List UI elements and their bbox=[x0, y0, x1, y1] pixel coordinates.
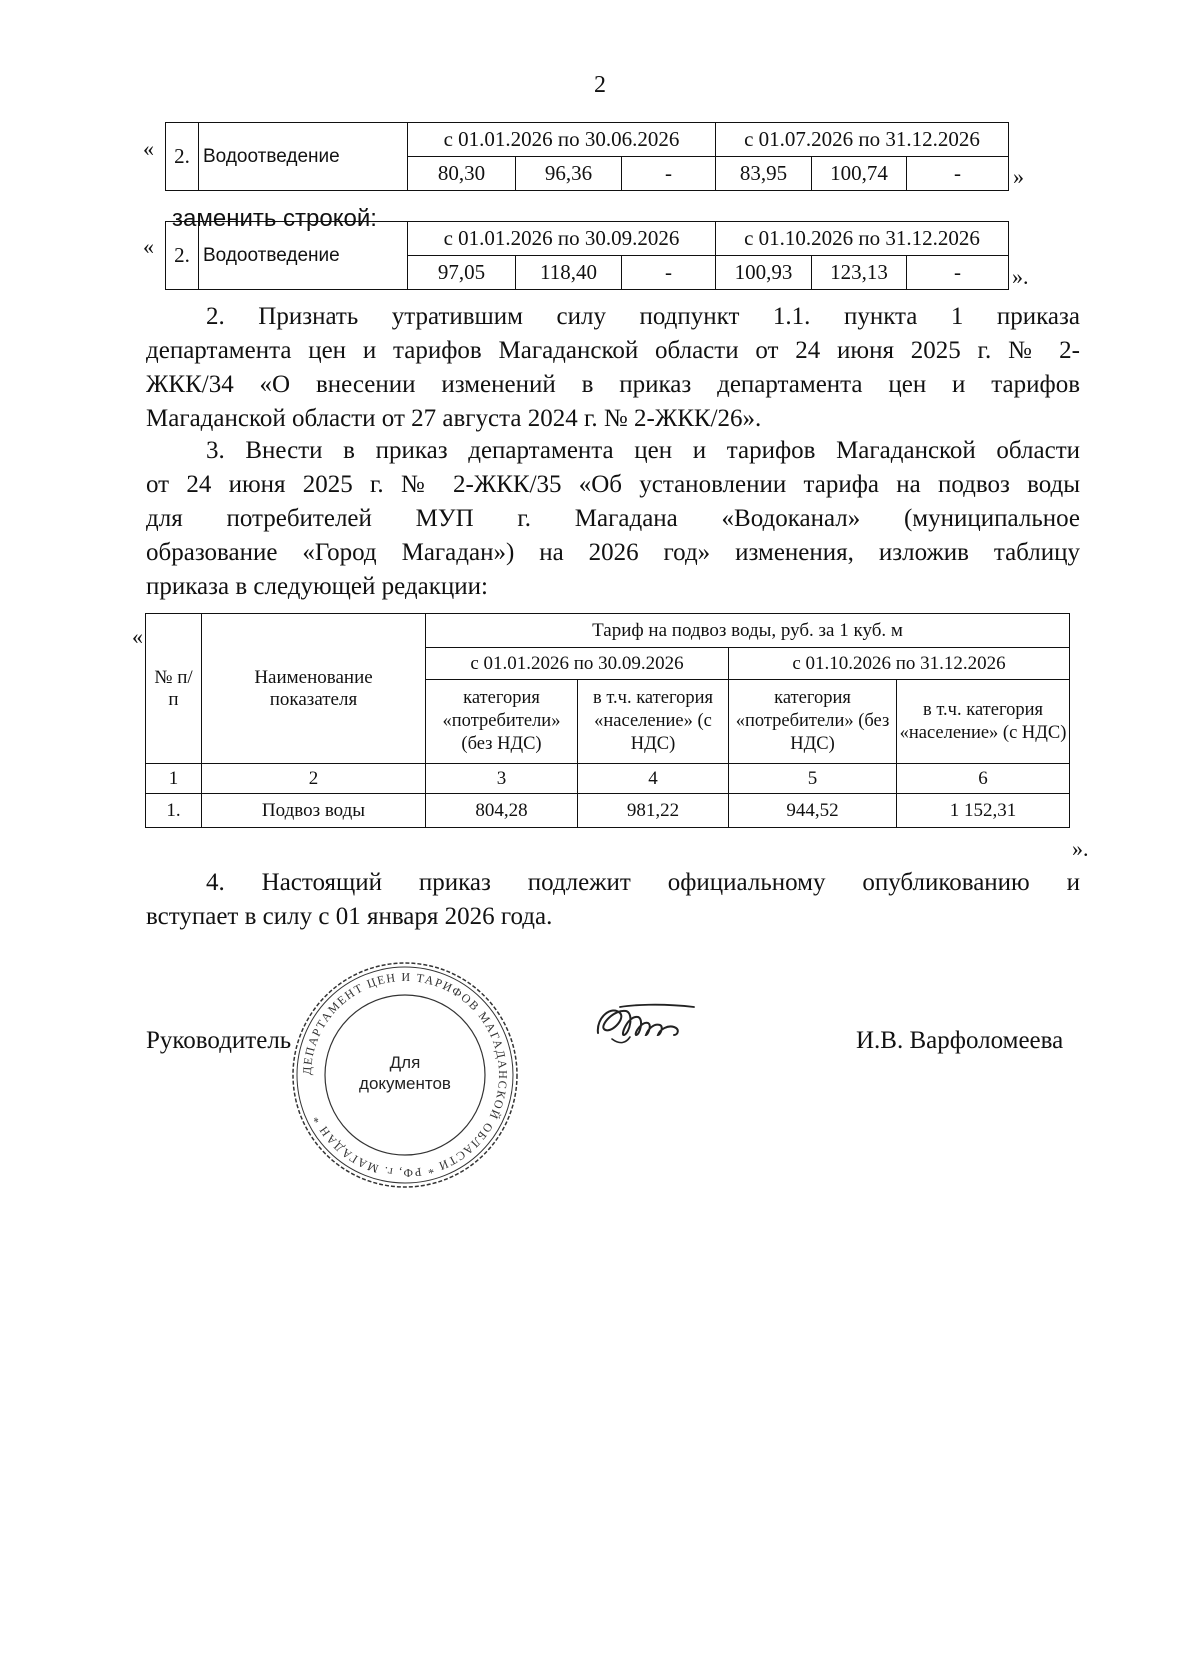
stamp-line: документов bbox=[359, 1074, 451, 1093]
value-cell: 100,74 bbox=[812, 157, 907, 191]
value-cell: 118,40 bbox=[516, 256, 622, 290]
header-num bbox=[146, 614, 202, 764]
paragraph-line: для потребителей МУП г. Магадана «Водоканал» (муниципальное bbox=[146, 505, 1080, 532]
handwritten-signature bbox=[590, 995, 700, 1055]
paragraph-2 bbox=[146, 300, 1080, 436]
value-cell: - bbox=[907, 256, 1009, 290]
old-row-table bbox=[165, 122, 1009, 191]
open-quote: « bbox=[132, 624, 143, 649]
new-row-table bbox=[165, 221, 1009, 290]
tariff-table bbox=[145, 613, 1070, 828]
paragraph-line: 2. Признать утратившим силу подпункт 1.1. пункта 1 приказа bbox=[206, 303, 1080, 330]
index-cell: 5 bbox=[729, 764, 897, 794]
index-cell: 1 bbox=[146, 764, 202, 794]
paragraph-line: департамента цен и тарифов Магаданской области от 24 июня 2025 г. № 2- bbox=[146, 337, 1080, 364]
period-2: с 01.10.2026 по 31.12.2026 bbox=[729, 648, 1070, 680]
value-cell: 100,93 bbox=[716, 256, 812, 290]
stamp-center-text bbox=[290, 1052, 520, 1094]
paragraph-line: приказа в следующей редакции: bbox=[146, 573, 488, 600]
value-cell: 96,36 bbox=[516, 157, 622, 191]
data-cell: 1. bbox=[146, 794, 202, 828]
index-cell: 2 bbox=[202, 764, 426, 794]
index-cell: 6 bbox=[897, 764, 1070, 794]
row-number: 2. bbox=[166, 123, 199, 191]
value-cell: - bbox=[622, 256, 716, 290]
data-cell: 1 152,31 bbox=[897, 794, 1070, 828]
row-name: Водоотведение bbox=[199, 123, 408, 191]
period-1: с 01.01.2026 по 30.09.2026 bbox=[426, 648, 729, 680]
value-cell: 123,13 bbox=[812, 256, 907, 290]
official-stamp bbox=[290, 960, 520, 1190]
paragraph-line: вступает в силу с 01 января 2026 года. bbox=[146, 903, 553, 930]
value-cell: - bbox=[622, 157, 716, 191]
header-name-text: Наименование показателя bbox=[254, 666, 373, 710]
data-cell: Подвоз воды bbox=[202, 794, 426, 828]
data-cell: 944,52 bbox=[729, 794, 897, 828]
index-cell: 3 bbox=[426, 764, 578, 794]
period-1: с 01.01.2026 по 30.06.2026 bbox=[408, 123, 716, 157]
stamp-line: Для bbox=[389, 1053, 421, 1072]
period-2: с 01.07.2026 по 31.12.2026 bbox=[716, 123, 1009, 157]
period-1: с 01.01.2026 по 30.09.2026 bbox=[408, 222, 716, 256]
paragraph-3 bbox=[146, 434, 1080, 604]
paragraph-line: от 24 июня 2025 г. № 2-ЖКК/35 «Об установлении тарифа на подвоз воды bbox=[146, 471, 1080, 498]
data-cell: 981,22 bbox=[578, 794, 729, 828]
row-name: Водоотведение bbox=[199, 222, 408, 290]
header-num-text: № п/п bbox=[154, 666, 193, 710]
sub-header: в т.ч. категория «население» (с НДС) bbox=[578, 680, 729, 764]
close-quote: ». bbox=[1012, 264, 1029, 289]
stamp-ring-text: ДЕПАРТАМЕНТ ЦЕН И ТАРИФОВ МАГАДАНСКОЙ ОБЛАСТИ * РФ, г. МАГАДАН * bbox=[299, 969, 511, 1181]
open-quote: « bbox=[143, 234, 154, 259]
close-quote: ». bbox=[1072, 836, 1089, 861]
index-cell: 4 bbox=[578, 764, 729, 794]
page-number: 2 bbox=[594, 72, 606, 98]
row-number: 2. bbox=[166, 222, 199, 290]
header-name bbox=[202, 614, 426, 764]
sub-header: в т.ч. категория «население» (с НДС) bbox=[897, 680, 1070, 764]
sub-header: категория «потребители» (без НДС) bbox=[426, 680, 578, 764]
paragraph-line: ЖКК/34 «О внесении изменений в приказ департамента цен и тарифов bbox=[146, 371, 1080, 398]
replace-label: заменить строкой: bbox=[172, 205, 377, 232]
close-quote: » bbox=[1013, 164, 1024, 189]
paragraph-4 bbox=[146, 866, 1080, 934]
sub-header: категория «потребители» (без НДС) bbox=[729, 680, 897, 764]
value-cell: 97,05 bbox=[408, 256, 516, 290]
paragraph-line: 4. Настоящий приказ подлежит официальному опубликованию и bbox=[206, 869, 1080, 896]
period-2: с 01.10.2026 по 31.12.2026 bbox=[716, 222, 1009, 256]
paragraph-line: Магаданской области от 27 августа 2024 г. № 2-ЖКК/26». bbox=[146, 405, 762, 432]
signatory-position: Руководитель bbox=[146, 1027, 292, 1054]
paragraph-line: образование «Город Магадан») на 2026 год» изменения, изложив таблицу bbox=[146, 539, 1080, 566]
open-quote: « bbox=[143, 136, 154, 161]
value-cell: - bbox=[907, 157, 1009, 191]
data-cell: 804,28 bbox=[426, 794, 578, 828]
signatory-name: И.В. Варфоломеева bbox=[856, 1027, 1064, 1054]
paragraph-line: 3. Внести в приказ департамента цен и тарифов Магаданской области bbox=[206, 437, 1080, 464]
value-cell: 83,95 bbox=[716, 157, 812, 191]
value-cell: 80,30 bbox=[408, 157, 516, 191]
tariff-header: Тариф на подвоз воды, руб. за 1 куб. м bbox=[426, 614, 1070, 648]
